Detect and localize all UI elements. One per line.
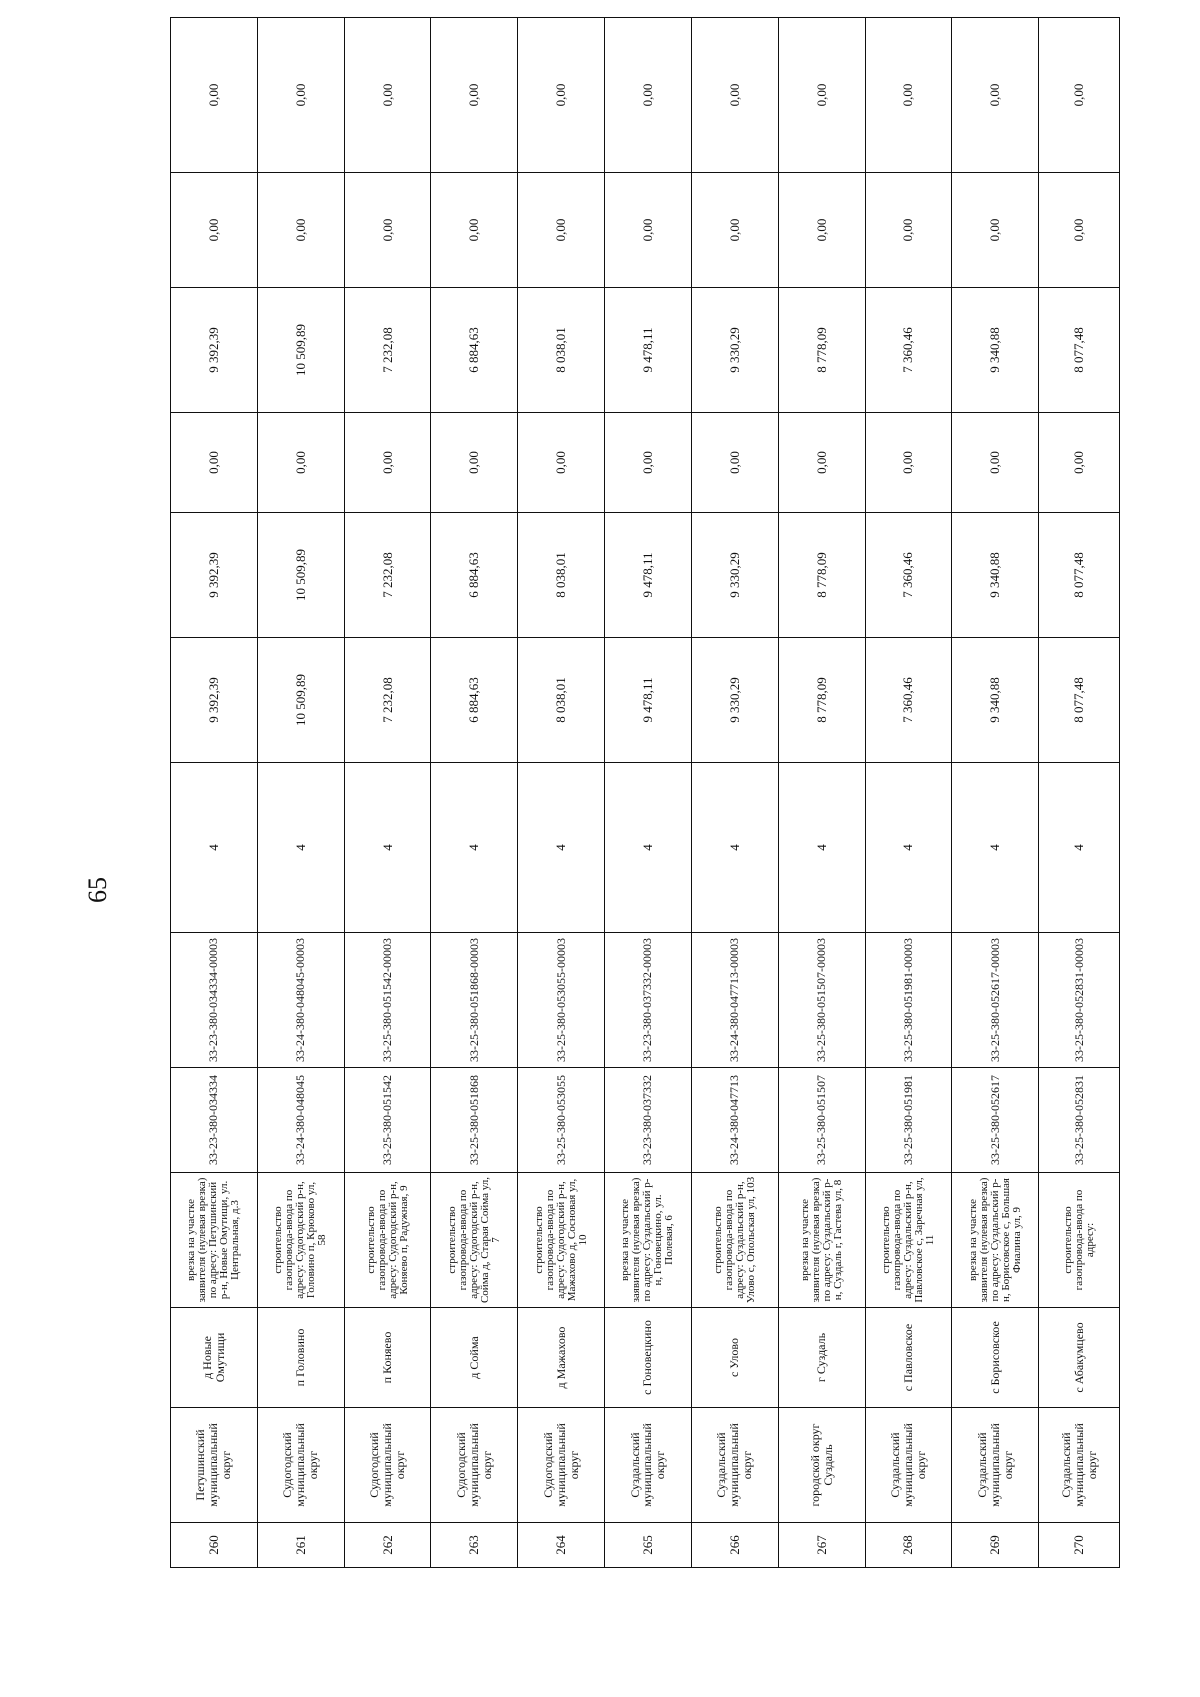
value-3-cell: 0,00 [778,413,865,513]
category-cell: 4 [952,763,1039,933]
value-4-cell: 7 232,08 [344,288,431,413]
application-code-cell: 33-25-380-053055 [518,1068,605,1173]
application-code-cell: 33-25-380-051507 [778,1068,865,1173]
value-5-cell: 0,00 [952,173,1039,288]
description-cell: строительство газопровода-ввода по адресу: [1039,1173,1120,1308]
description-cell: строительство газопровода-ввода по адресу: Судогодский р-н, Коняево п, Радужная, 9 [344,1173,431,1308]
application-code-cell: 33-23-380-034334 [171,1068,258,1173]
value-5-cell: 0,00 [171,173,258,288]
category-cell: 4 [605,763,692,933]
row-number: 269 [952,1523,1039,1568]
district-cell: Судогодский муниципальный округ [257,1408,344,1523]
value-3-cell: 0,00 [518,413,605,513]
district-cell: Судогодский муниципальный округ [431,1408,518,1523]
value-4-cell: 9 330,29 [691,288,778,413]
value-5-cell: 0,00 [1039,173,1120,288]
value-5-cell: 0,00 [431,173,518,288]
category-cell: 4 [344,763,431,933]
value-3-cell: 0,00 [344,413,431,513]
value-4-cell: 7 360,46 [865,288,952,413]
table-row [518,18,605,1568]
category-cell: 4 [1039,763,1120,933]
value-1-cell: 9 330,29 [691,638,778,763]
value-2-cell: 7 360,46 [865,513,952,638]
category-cell: 4 [778,763,865,933]
value-4-cell: 8 077,48 [1039,288,1120,413]
settlement-cell: д Мажахово [518,1308,605,1408]
category-cell: 4 [431,763,518,933]
table-row [952,18,1039,1568]
settlement-cell: с Павловское [865,1308,952,1408]
rotated-table-container [170,83,1120,1568]
contract-code-cell: 33-25-380-051507-00003 [778,933,865,1068]
settlement-cell: д Новые Омутищи [171,1308,258,1408]
row-number: 261 [257,1523,344,1568]
district-cell: Суздальский муниципальный округ [605,1408,692,1523]
description-cell: строительство газопровода-ввода по адресу: Судогодский р-н, Мажахово д, Сосновая ул, 10 [518,1173,605,1308]
data-table [170,17,1120,1568]
value-5-cell: 0,00 [691,173,778,288]
application-code-cell: 33-25-380-051981 [865,1068,952,1173]
table-body [171,18,1120,1568]
page-number: 65 [83,877,112,903]
row-number: 270 [1039,1523,1120,1568]
settlement-cell: с Борисовское [952,1308,1039,1408]
table-row [344,18,431,1568]
contract-code-cell: 33-25-380-052831-00003 [1039,933,1120,1068]
settlement-cell: с Улово [691,1308,778,1408]
value-1-cell: 6 884,63 [431,638,518,763]
row-number: 263 [431,1523,518,1568]
value-1-cell: 8 778,09 [778,638,865,763]
row-number: 260 [171,1523,258,1568]
description-cell: врезка на участке заявителя (нулевая врезка) по адресу: Суздальский р-н, Суздаль г, Гастева ул, 8 [778,1173,865,1308]
settlement-cell: д Сойма [431,1308,518,1408]
settlement-cell: п Головино [257,1308,344,1408]
value-3-cell: 0,00 [952,413,1039,513]
contract-code-cell: 33-25-380-052617-00003 [952,933,1039,1068]
table-row [605,18,692,1568]
table-row [1039,18,1120,1568]
value-3-cell: 0,00 [1039,413,1120,513]
value-1-cell: 9 392,39 [171,638,258,763]
application-code-cell: 33-25-380-051868 [431,1068,518,1173]
description-cell: врезка на участке заявителя (нулевая врезка) по адресу: Петушинский р-н, Новые Омутищи, ул. Центральная, д.3 [171,1173,258,1308]
district-cell: городской округ Суздаль [778,1408,865,1523]
value-5-cell: 0,00 [257,173,344,288]
table-row [865,18,952,1568]
category-cell: 4 [865,763,952,933]
value-5-cell: 0,00 [344,173,431,288]
district-cell: Петушинский муниципальный округ [171,1408,258,1523]
description-cell: врезка на участке заявителя (нулевая врезка) по адресу: Суздальский р-н, Гоновецкино, ул. Полевая, 6 [605,1173,692,1308]
value-3-cell: 0,00 [171,413,258,513]
table-row [257,18,344,1568]
table-row [171,18,258,1568]
value-4-cell: 10 509,89 [257,288,344,413]
value-6-cell: 0,00 [171,18,258,173]
value-1-cell: 10 509,89 [257,638,344,763]
value-2-cell: 7 232,08 [344,513,431,638]
district-cell: Суздальский муниципальный округ [691,1408,778,1523]
value-1-cell: 9 478,11 [605,638,692,763]
value-3-cell: 0,00 [257,413,344,513]
district-cell: Суздальский муниципальный округ [1039,1408,1120,1523]
value-3-cell: 0,00 [691,413,778,513]
contract-code-cell: 33-23-380-034334-00003 [171,933,258,1068]
value-6-cell: 0,00 [865,18,952,173]
value-6-cell: 0,00 [605,18,692,173]
settlement-cell: с Абакумцево [1039,1308,1120,1408]
application-code-cell: 33-23-380-037332 [605,1068,692,1173]
district-cell: Суздальский муниципальный округ [865,1408,952,1523]
table-row [431,18,518,1568]
district-cell: Суздальский муниципальный округ [952,1408,1039,1523]
value-4-cell: 8 038,01 [518,288,605,413]
value-1-cell: 8 077,48 [1039,638,1120,763]
table-row [691,18,778,1568]
value-6-cell: 0,00 [691,18,778,173]
value-1-cell: 7 232,08 [344,638,431,763]
value-6-cell: 0,00 [1039,18,1120,173]
value-6-cell: 0,00 [952,18,1039,173]
row-number: 267 [778,1523,865,1568]
description-cell: строительство газопровода-ввода по адресу: Суздальский р-н, Улово с, Опольская ул, 103 [691,1173,778,1308]
value-6-cell: 0,00 [431,18,518,173]
application-code-cell: 33-24-380-048045 [257,1068,344,1173]
value-6-cell: 0,00 [518,18,605,173]
row-number: 262 [344,1523,431,1568]
row-number: 266 [691,1523,778,1568]
value-5-cell: 0,00 [865,173,952,288]
value-2-cell: 9 392,39 [171,513,258,638]
value-2-cell: 6 884,63 [431,513,518,638]
value-5-cell: 0,00 [778,173,865,288]
application-code-cell: 33-25-380-052617 [952,1068,1039,1173]
value-2-cell: 9 330,29 [691,513,778,638]
value-3-cell: 0,00 [865,413,952,513]
district-cell: Судогодский муниципальный округ [344,1408,431,1523]
value-6-cell: 0,00 [257,18,344,173]
table-row [778,18,865,1568]
value-2-cell: 9 340,88 [952,513,1039,638]
application-code-cell: 33-24-380-047713 [691,1068,778,1173]
value-3-cell: 0,00 [431,413,518,513]
contract-code-cell: 33-25-380-051868-00003 [431,933,518,1068]
value-1-cell: 7 360,46 [865,638,952,763]
value-4-cell: 8 778,09 [778,288,865,413]
value-4-cell: 9 478,11 [605,288,692,413]
contract-code-cell: 33-25-380-051981-00003 [865,933,952,1068]
description-cell: врезка на участке заявителя (нулевая врезка) по адресу: Суздальский р-н, Борисовское с, Большая Фиалина ул, 9 [952,1173,1039,1308]
value-5-cell: 0,00 [605,173,692,288]
value-2-cell: 8 077,48 [1039,513,1120,638]
value-3-cell: 0,00 [605,413,692,513]
contract-code-cell: 33-24-380-047713-00003 [691,933,778,1068]
value-4-cell: 9 340,88 [952,288,1039,413]
value-6-cell: 0,00 [344,18,431,173]
contract-code-cell: 33-25-380-051542-00003 [344,933,431,1068]
value-2-cell: 10 509,89 [257,513,344,638]
contract-code-cell: 33-25-380-053055-00003 [518,933,605,1068]
row-number: 264 [518,1523,605,1568]
settlement-cell: п Коняево [344,1308,431,1408]
value-6-cell: 0,00 [778,18,865,173]
contract-code-cell: 33-23-380-037332-00003 [605,933,692,1068]
category-cell: 4 [518,763,605,933]
description-cell: строительство газопровода-ввода по адресу: Судогодский р-н, Головино п, Крюково ул, 58 [257,1173,344,1308]
settlement-cell: с Гоновецкино [605,1308,692,1408]
value-1-cell: 9 340,88 [952,638,1039,763]
description-cell: строительство газопровода-ввода по адресу: Суздальский р-н, Павловское с, Заречная ул, 11 [865,1173,952,1308]
category-cell: 4 [691,763,778,933]
value-2-cell: 9 478,11 [605,513,692,638]
district-cell: Судогодский муниципальный округ [518,1408,605,1523]
application-code-cell: 33-25-380-051542 [344,1068,431,1173]
application-code-cell: 33-25-380-052831 [1039,1068,1120,1173]
value-2-cell: 8 778,09 [778,513,865,638]
settlement-cell: г Суздаль [778,1308,865,1408]
value-5-cell: 0,00 [518,173,605,288]
value-2-cell: 8 038,01 [518,513,605,638]
value-1-cell: 8 038,01 [518,638,605,763]
category-cell: 4 [257,763,344,933]
value-4-cell: 9 392,39 [171,288,258,413]
contract-code-cell: 33-24-380-048045-00003 [257,933,344,1068]
description-cell: строительство газопровода-ввода по адресу: Судогодский р-н, Сойма д, Старая Сойма ул, 7 [431,1173,518,1308]
value-4-cell: 6 884,63 [431,288,518,413]
category-cell: 4 [171,763,258,933]
row-number: 268 [865,1523,952,1568]
row-number: 265 [605,1523,692,1568]
